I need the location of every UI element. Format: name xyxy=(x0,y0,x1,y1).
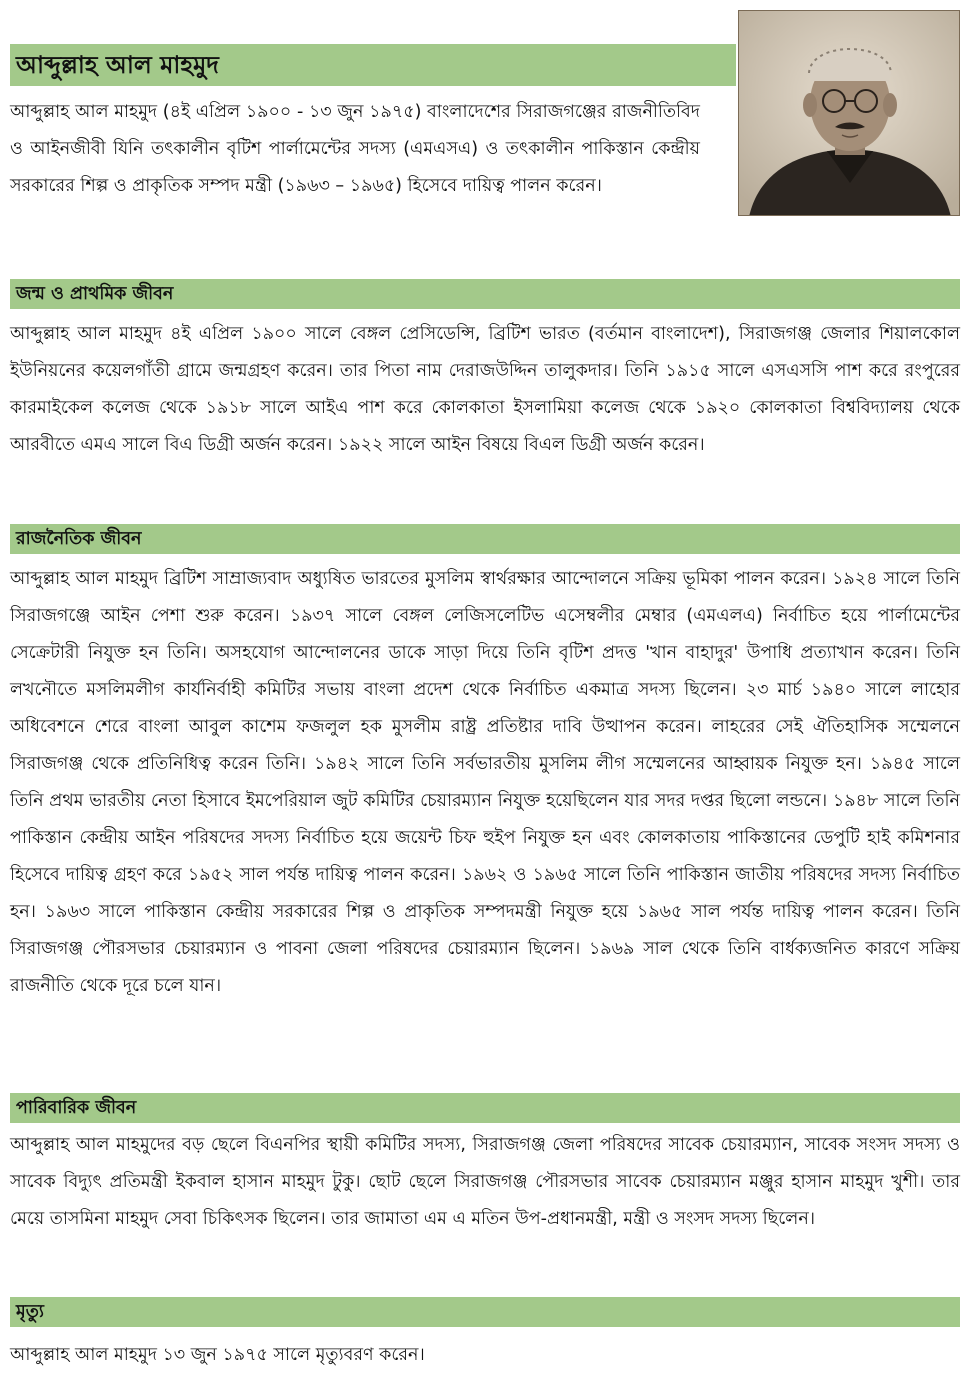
section-text-birth: আব্দুল্লাহ আল মাহমুদ ৪ই এপ্রিল ১৯০০ সালে বেঙ্গল প্রেসিডেন্সি, ব্রিটিশ ভারত (বর্তমান বাংলাদেশ), সিরাজগঞ্জ জেলার শিয়ালকোল ইউনিয়নের কয়েলগাঁতী গ্রামে জন্মগ্রহণ করেন। তার পিতা নাম দেরাজউদ্দিন তালুকদার। তিনি ১৯১৫ সালে এসএসসি পাশ করে রংপুরের কারমাইকেল কলেজ থেকে ১৯১৮ সালে আইএ পাশ করে কোলকাতা ইসলামিয়া কলেজ থেকে ১৯২০ কোলকাতা বিশ্ববিদ্যালয় থেকে আরবীতে এমএ সালে বিএ ডিগ্রী অর্জন করেন। ১৯২২ সালে আইন বিষয়ে বিএল ডিগ্রী অর্জন করেন। xyxy=(10,324,960,455)
section-text-politics: আব্দুল্লাহ আল মাহমুদ ব্রিটিশ সাম্রাজ্যবাদ অধ্যুষিত ভারতের মুসলিম স্বার্থরক্ষার আন্দোলনে সক্রিয় ভূমিকা পালন করেন। ১৯২৪ সালে তিনি সিরাজগঞ্জে আইন পেশা শুরু করেন। ১৯৩৭ সালে বেঙ্গল লেজিসলেটিভ এসেম্বলীর মেম্বার (এমএলএ) নির্বাচিত হয়ে পার্লামেন্টের সেক্রেটারী নিযুক্ত হন তিনি। অসহযোগ আন্দোলনের ডাকে সাড়া দিয়ে তিনি বৃটিশ প্রদত্ত 'খান বাহাদুর' উপাধি প্রত্যাখান করেন। তিনি লখনৌতে মসলিমলীগ কার্যনির্বাহী কমিটির সভায় বাংলা প্রদেশ থেকে নির্বাচিত একমাত্র সদস্য ছিলেন। ২৩ মার্চ ১৯৪০ সালে লাহোর অধিবেশনে শেরে বাংলা আবুল কাশেম ফজলুল হক মুসলীম রাষ্ট্র প্রতিষ্টার দাবি উত্থাপন করেন। লাহরের সেই ঐতিহাসিক সম্মেলনে সিরাজগঞ্জ থেকে প্রতিনিধিত্ব করেন তিনি। ১৯৪২ সালে তিনি সর্বভারতীয় মুসলিম লীগ সম্মেলনের আহ্বায়ক নিযুক্ত হন। ১৯৪৫ সালে তিনি প্রথম ভারতীয় নেতা হিসাবে ইমপেরিয়াল জুট কমিটির চেয়ারম্যান নিযুক্ত হয়েছিলেন যার সদর দপ্তর ছিলো লন্ডনে। ১৯৪৮ সালে তিনি পাকিস্তান কেন্দ্রীয় আইন পরিষদের সদস্য নির্বাচিত হয়ে জয়েন্ট চিফ হুইপ নিযুক্ত হন এবং কোলকাতায় পাকিস্তানের ডেপুটি হাই কমিশনার হিসেবে দায়িত্ব গ্রহণ করে ১৯৫২ সাল পর্যন্ত দায়িত্ব পালন করেন। ১৯৬২ ও ১৯৬৫ সালে তিনি পাকিস্তান জাতীয় পরিষদের সদস্য নির্বাচিত হন। ১৯৬৩ সালে পাকিস্তান কেন্দ্রীয় সরকারের শিল্প ও প্রাকৃতিক সম্পদমন্ত্রী নিযুক্ত হয়ে ১৯৬৫ সাল পর্যন্ত দায়িত্ব পালন করেন। তিনি সিরাজগঞ্জ পৌরসভার চেয়ারম্যান ও পাবনা জেলা পরিষদের চেয়ারম্যান ছিলেন। ১৯৬৯ সাল থেকে তিনি বার্ধক্যজনিত কারণে সক্রিয় রাজনীতি থেকে দূরে চলে যান। xyxy=(10,569,960,996)
section-heading-politics: রাজনৈতিক জীবন xyxy=(10,524,960,554)
page-title: আব্দুল্লাহ আল মাহমুদ xyxy=(10,44,736,86)
section-text-family: আব্দুল্লাহ আল মাহমুদের বড় ছেলে বিএনপির স্থায়ী কমিটির সদস্য, সিরাজগঞ্জ জেলা পরিষদের সাবেক চেয়ারম্যান, সাবেক সংসদ সদস্য ও সাবেক বিদ্যুৎ প্রতিমন্ত্রী ইকবাল হাসান মাহমুদ টুকু। ছোট ছেলে সিরাজগঞ্জ পৌরসভার সাবেক চেয়ারম্যান মঞ্জুর হাসান মাহমুদ খুশী। তার মেয়ে তাসমিনা মাহমুদ সেবা চিকিৎসক ছিলেন। তার জামাতা এম এ মতিন উপ-প্রধানমন্ত্রী, মন্ত্রী ও সংসদ সদস্য ছিলেন। xyxy=(10,1135,960,1229)
intro-paragraph: আব্দুল্লাহ আল মাহমুদ (৪ই এপ্রিল ১৯০০ - ১৩ জুন ১৯৭৫) বাংলাদেশের সিরাজগঞ্জের রাজনীতিবিদ ও আইনজীবী যিনি তৎকালীন বৃটিশ পার্লামেন্টের সদস্য (এমএসএ) ও তৎকালীন পাকিস্তান কেন্দ্রীয় সরকারের শিল্প ও প্রাকৃতিক সম্পদ মন্ত্রী (১৯৬৩ – ১৯৬৫) হিসেবে দায়িত্ব পালন করেন। xyxy=(10,102,700,196)
section-heading-death: মৃত্যু xyxy=(10,1297,960,1327)
section-heading-family: পারিবারিক জীবন xyxy=(10,1093,960,1123)
section-heading-birth: জন্ম ও প্রাথমিক জীবন xyxy=(10,279,960,309)
section-text-death: আব্দুল্লাহ আল মাহমুদ ১৩ জুন ১৯৭৫ সালে মৃত্যুবরণ করেন। xyxy=(10,1345,425,1365)
portrait-illustration xyxy=(739,11,960,216)
portrait-photo xyxy=(738,10,960,216)
